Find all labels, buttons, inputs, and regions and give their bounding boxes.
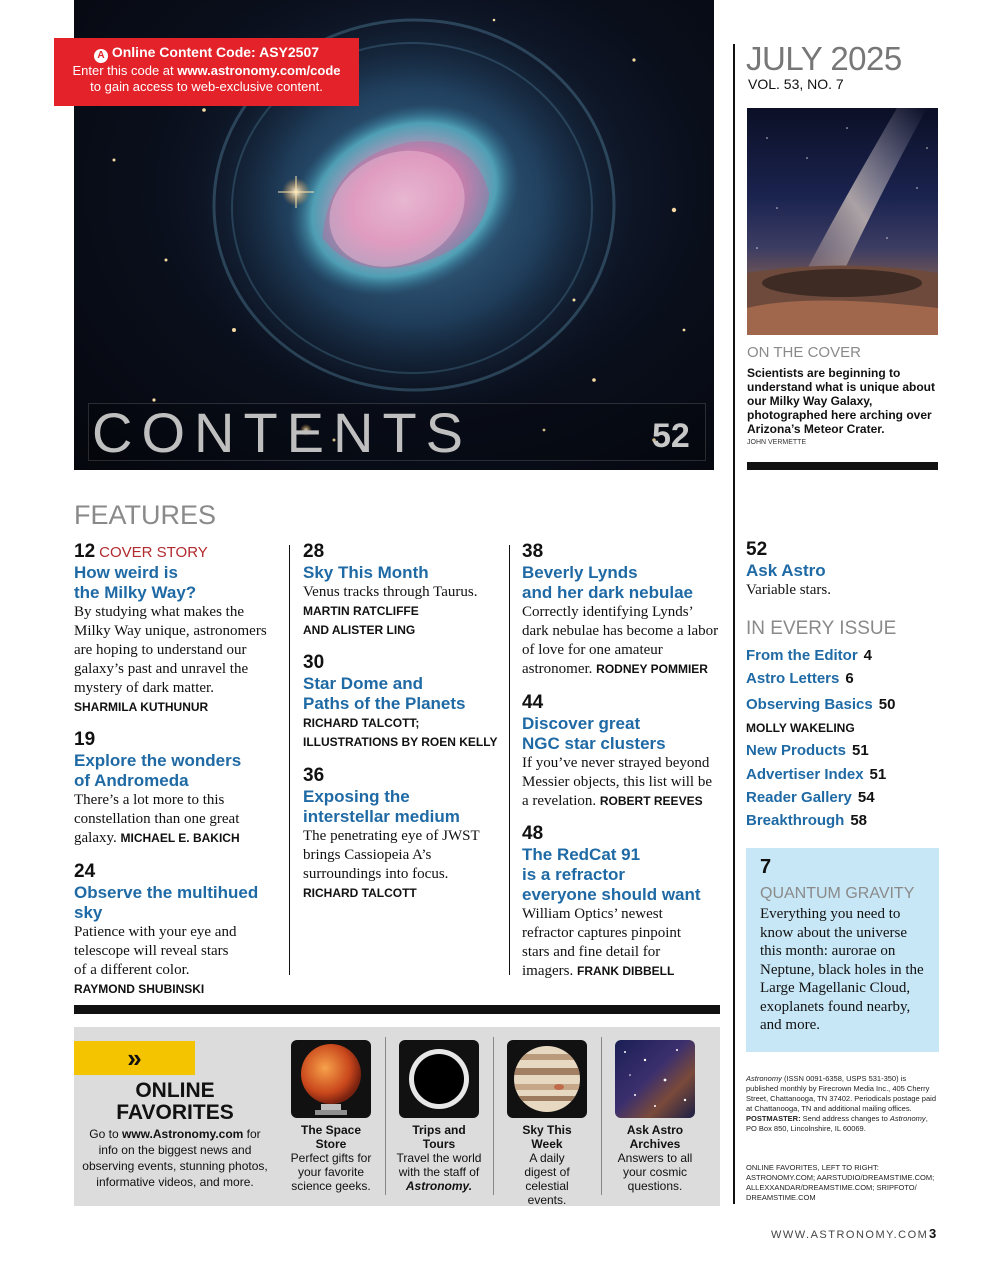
feature-description: The penetrating eye of JWST brings Cassiopeia A’s surroundings into focus. — [303, 828, 480, 882]
band-divider-bar — [74, 1005, 720, 1014]
feature-title[interactable]: How weird is — [74, 563, 178, 582]
magazine-name: Astronomy — [746, 1074, 782, 1083]
favorite-title: The Space — [300, 1123, 362, 1137]
feature-page-number: 19 — [74, 729, 96, 750]
jupiter-icon — [507, 1040, 587, 1118]
feature-item[interactable] — [522, 541, 722, 679]
feature-item[interactable] — [74, 861, 286, 999]
feature-title[interactable]: of Andromeda — [74, 771, 189, 790]
publication-text: , PO Box 850, Lincolnshire, IL 60069. — [746, 1114, 928, 1133]
cover-image — [747, 108, 938, 335]
feature-title[interactable]: the Milky Way? — [74, 583, 197, 602]
column-divider — [733, 44, 735, 1204]
cover-divider-bar — [747, 462, 938, 470]
favorite-title: Store — [315, 1137, 347, 1151]
every-issue-item[interactable] — [746, 696, 895, 713]
band-separator — [601, 1037, 602, 1195]
feature-page-number: 52 — [746, 539, 768, 560]
feature-item[interactable] — [522, 823, 722, 981]
online-favorites-desc-rest: for info on the biggest news and observing events, stunning photos, informative videos, and more. — [82, 1127, 268, 1189]
feature-page-number: 30 — [303, 652, 325, 673]
eclipse-icon — [399, 1040, 479, 1118]
online-favorites-description — [80, 1126, 270, 1190]
astronomy-url[interactable]: www.Astronomy.com — [121, 1127, 244, 1141]
every-issue-label: Reader Gallery — [746, 789, 852, 806]
feature-title[interactable]: Star Dome and — [303, 674, 423, 693]
favorite-title: Ask Astro — [626, 1123, 684, 1137]
feature-author: RICHARD TALCOTT — [303, 886, 417, 900]
in-every-issue-heading: IN EVERY ISSUE — [746, 618, 897, 639]
footer-url[interactable]: WWW.ASTRONOMY.COM — [771, 1229, 929, 1241]
feature-title[interactable]: Discover great — [522, 714, 641, 733]
favorite-sky-this-week[interactable] — [498, 1040, 596, 1207]
magazine-name: Astronomy. — [405, 1179, 473, 1193]
cover-story-page-number: 52 — [652, 417, 690, 455]
double-chevron-icon: » — [74, 1041, 195, 1075]
publication-text: Send address changes to — [800, 1114, 890, 1123]
features-heading: FEATURES — [74, 500, 217, 530]
online-code-url[interactable]: www.astronomy.com/code — [177, 63, 341, 78]
feature-page-number: 24 — [74, 861, 96, 882]
every-issue-label: New Products — [746, 742, 847, 759]
every-issue-item[interactable] — [746, 647, 872, 664]
favorite-space-store[interactable] — [282, 1040, 380, 1193]
every-issue-page: 50 — [878, 696, 896, 713]
sky-this-week-thumbnail — [507, 1040, 587, 1118]
feature-page-number: 44 — [522, 692, 544, 713]
column-divider — [289, 545, 290, 975]
feature-description: Correctly identifying Lynds’ dark nebulae has become a labor of love for one amateur astronomer. — [522, 604, 719, 677]
favorite-title: Tours — [422, 1137, 456, 1151]
postmaster-label: POSTMASTER: — [746, 1114, 801, 1123]
on-the-cover-heading: ON THE COVER — [747, 344, 861, 361]
feature-page-number: 28 — [303, 541, 325, 562]
online-content-code-box — [54, 38, 359, 106]
feature-author: RAYMOND SHUBINSKI — [74, 982, 205, 996]
feature-author: MICHAEL E. BAKICH — [120, 831, 240, 845]
photo-credits: ONLINE FAVORITES, LEFT TO RIGHT: ASTRONOMY.COM; AARSTUDIO/DREAMSTIME.COM; ALLEXXANDAR/DREAMSTIME.COM; SRIPFOTO/ DREAMSTIME.COM — [746, 1163, 935, 1202]
feature-title[interactable]: Exposing the — [303, 787, 410, 806]
ask-astro-thumbnail — [615, 1040, 695, 1118]
feature-title[interactable]: Sky This Month — [303, 563, 429, 582]
favorite-title: Trips and — [412, 1123, 466, 1137]
feature-description: By studying what makes the Milky Way unique, astronomers are hoping to understand our galaxy’s past and unravel the mystery of dark matter. — [74, 604, 267, 696]
feature-item[interactable] — [303, 541, 503, 640]
every-issue-page: 58 — [850, 812, 868, 829]
feature-description: Patience with your eye and telescope will reveal stars of a different color. — [74, 924, 237, 978]
favorite-description: Perfect gifts for your favorite science geeks. — [290, 1151, 372, 1193]
magazine-name: Astronomy — [889, 1114, 926, 1123]
cover-story-label: COVER STORY — [99, 544, 208, 561]
mars-globe-icon — [291, 1040, 371, 1118]
every-issue-item[interactable] — [746, 789, 875, 806]
favorite-description: Answers to all your cosmic questions. — [617, 1151, 693, 1193]
feature-description: Variable stars. — [746, 582, 831, 598]
feature-title[interactable]: The RedCat 91 — [522, 845, 641, 864]
feature-title[interactable]: interstellar medium — [303, 807, 460, 826]
feature-author: MARTIN RATCLIFFE — [303, 604, 419, 618]
favorite-title: Week — [531, 1137, 563, 1151]
feature-item[interactable] — [522, 692, 722, 811]
page-number: 3 — [929, 1226, 937, 1241]
feature-description: William Optics’ newest refractor captures pinpoint stars and fine detail for imagers. — [522, 906, 682, 979]
feature-description: If you’ve never strayed beyond Messier objects, this list will be a revelation. — [522, 755, 712, 809]
feature-title[interactable]: Explore the wonders — [74, 751, 242, 770]
every-issue-label: From the Editor — [746, 647, 858, 664]
cover-description: Scientists are beginning to understand what is unique about our Milky Way Galaxy, photographed here arching over Arizona’s Meteor Crater. — [747, 366, 936, 436]
feature-item[interactable] — [74, 541, 284, 717]
feature-title[interactable]: Ask Astro — [746, 561, 826, 580]
online-favorites-title — [80, 1080, 270, 1124]
feature-title[interactable]: Paths of the Planets — [303, 694, 466, 713]
favorite-description: A daily digest of celestial events. — [524, 1151, 570, 1207]
every-issue-item[interactable] — [746, 766, 886, 783]
feature-title[interactable]: is a refractor — [522, 865, 625, 884]
feature-description: Venus tracks through Taurus. — [303, 584, 478, 600]
feature-author: AND ALISTER LING — [303, 623, 416, 637]
every-issue-label: Observing Basics — [746, 696, 873, 713]
feature-item[interactable] — [74, 729, 284, 848]
feature-author: ROBERT REEVES — [599, 794, 703, 808]
feature-title[interactable]: everyone should want — [522, 885, 701, 904]
feature-page-number: 38 — [522, 541, 544, 562]
cover-photo-credit: JOHN VERMETTE — [747, 439, 807, 446]
quantum-gravity-description: Everything you need to know about the universe this month: aurorae on Neptune, black holes in the Large Magellanic Cloud, exoplanets found nearby, and more. — [760, 906, 924, 1033]
every-issue-page: 4 — [863, 647, 873, 664]
every-issue-item[interactable] — [746, 670, 854, 687]
feature-title[interactable]: and her dark nebulae — [522, 583, 693, 602]
favorite-title: Archives — [629, 1137, 681, 1151]
favorite-title: Sky This — [522, 1123, 572, 1137]
every-issue-author: MOLLY WAKELING — [746, 721, 855, 735]
feature-title[interactable]: Beverly Lynds — [522, 563, 638, 582]
online-favorites-desc-prefix: Go to — [89, 1127, 122, 1141]
feature-page-number: 48 — [522, 823, 544, 844]
online-favorites-title-line: FAVORITES — [116, 1101, 234, 1124]
favorite-trips-tours[interactable] — [390, 1040, 488, 1193]
every-issue-item[interactable] — [746, 812, 867, 829]
feature-author: RODNEY POMMIER — [596, 662, 708, 676]
every-issue-label: Breakthrough — [746, 812, 845, 829]
publication-info — [746, 1074, 940, 1134]
feature-item[interactable] — [303, 652, 503, 752]
space-store-thumbnail — [291, 1040, 371, 1118]
online-favorites-title-line: ONLINE — [135, 1079, 215, 1102]
milky-way-crater-illustration — [747, 108, 938, 335]
band-separator — [493, 1037, 494, 1195]
every-issue-page: 6 — [845, 670, 854, 687]
info-icon: A — [94, 49, 108, 63]
online-code-note: to gain access to web-exclusive content. — [90, 79, 323, 94]
volume-number: VOL. 53, NO. 7 — [748, 76, 844, 92]
every-issue-page: 51 — [852, 742, 869, 759]
publication-text: (ISSN 0091-6358, USPS 531-350) is published monthly by Firecrown Media Inc., 405 Cherry Street, Chattanooga, TN 37402. Periodicals postage paid at Chattanooga, TN and additional mailing offices. — [746, 1074, 936, 1113]
feature-author: RICHARD TALCOTT; — [303, 716, 420, 730]
contents-title: CONTENTS — [92, 401, 472, 464]
online-code-title: Online Content Code: ASY2507 — [111, 44, 320, 60]
every-issue-page: 51 — [869, 766, 887, 783]
column-divider — [509, 545, 510, 975]
favorite-ask-astro-archives[interactable] — [606, 1040, 704, 1193]
feature-page-number: 36 — [303, 765, 325, 786]
quantum-gravity-title: QUANTUM GRAVITY — [760, 885, 915, 902]
every-issue-label: Advertiser Index — [746, 766, 864, 783]
issue-date: JULY 2025 — [746, 40, 902, 77]
feature-title[interactable]: NGC star clusters — [522, 734, 666, 753]
every-issue-page: 54 — [857, 789, 875, 806]
feature-item[interactable] — [303, 765, 493, 903]
feature-description: There’s a lot more to this constellation than one great galaxy. — [74, 792, 240, 846]
trips-tours-thumbnail — [399, 1040, 479, 1118]
feature-title[interactable]: Observe the multihued sky — [74, 883, 259, 922]
feature-author: SHARMILA KUTHUNUR — [74, 700, 209, 714]
star-field-icon — [615, 1040, 695, 1118]
feature-author: FRANK DIBBELL — [576, 964, 675, 978]
every-issue-label: Astro Letters — [746, 670, 840, 687]
quantum-gravity-page: 7 — [760, 856, 772, 878]
online-code-instruction: Enter this code at — [72, 63, 178, 78]
quantum-gravity-box[interactable] — [746, 848, 939, 1052]
band-separator — [385, 1037, 386, 1195]
every-issue-item[interactable] — [746, 742, 869, 759]
feature-page-number: 12 — [74, 541, 96, 562]
favorite-description: Travel the world with the staff of — [396, 1151, 482, 1179]
feature-item[interactable] — [746, 539, 936, 600]
feature-author: ILLUSTRATIONS BY ROEN KELLY — [303, 735, 498, 749]
